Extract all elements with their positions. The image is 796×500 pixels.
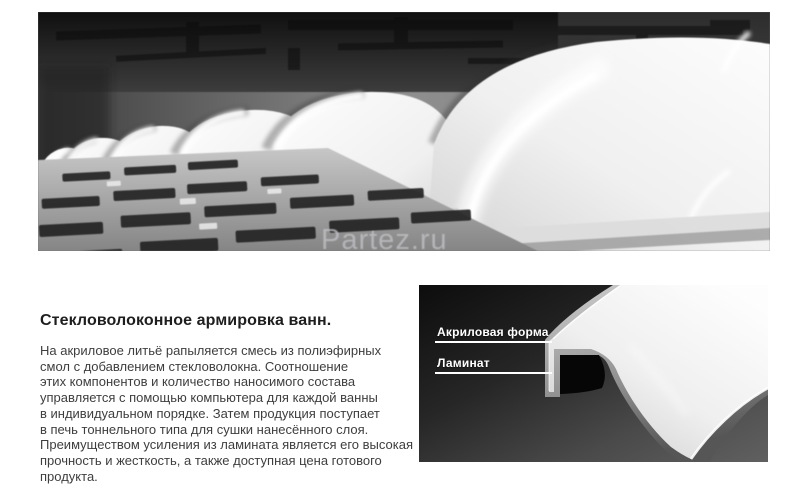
watermark-text: Partez.ru (321, 224, 448, 251)
article-section (40, 311, 422, 484)
cross-section-diagram (419, 285, 768, 462)
hero-photo (38, 12, 770, 251)
paragraph-line: в индивидуальном порядке. Затем продукция поступает (40, 405, 380, 421)
paragraph-line: продукта. (40, 468, 98, 484)
paragraph-line: этих компонентов и количество наносимого состава (40, 374, 356, 390)
article-heading: Стекловолоконное армировка ванн. (40, 312, 332, 329)
leader-line-acrylic (435, 341, 552, 343)
paragraph-line: Преимуществом усиления из ламината является его высокая (40, 437, 413, 453)
paragraph-line: в печь тоннельного типа для сушки нанесённого слоя. (40, 421, 369, 437)
article-paragraph (40, 343, 422, 484)
paragraph-line: прочность и жесткость, а также доступная цена готового (40, 452, 382, 468)
diagram-label-laminate: Ламинат (437, 356, 490, 370)
factory-photo-illustration (38, 12, 770, 251)
leader-line-laminate (435, 372, 552, 374)
paragraph-line: смол с добавлением стекловолокна. Соотношение (40, 358, 349, 374)
diagram-label-acrylic-form: Акриловая форма (437, 325, 549, 339)
paragraph-line: управляется с помощью компьютера для каждой ванны (40, 390, 378, 406)
paragraph-line: На акриловое литьё рапыляется смесь из полиэфирных (40, 343, 382, 358)
profile-notch-shadow (560, 355, 605, 394)
